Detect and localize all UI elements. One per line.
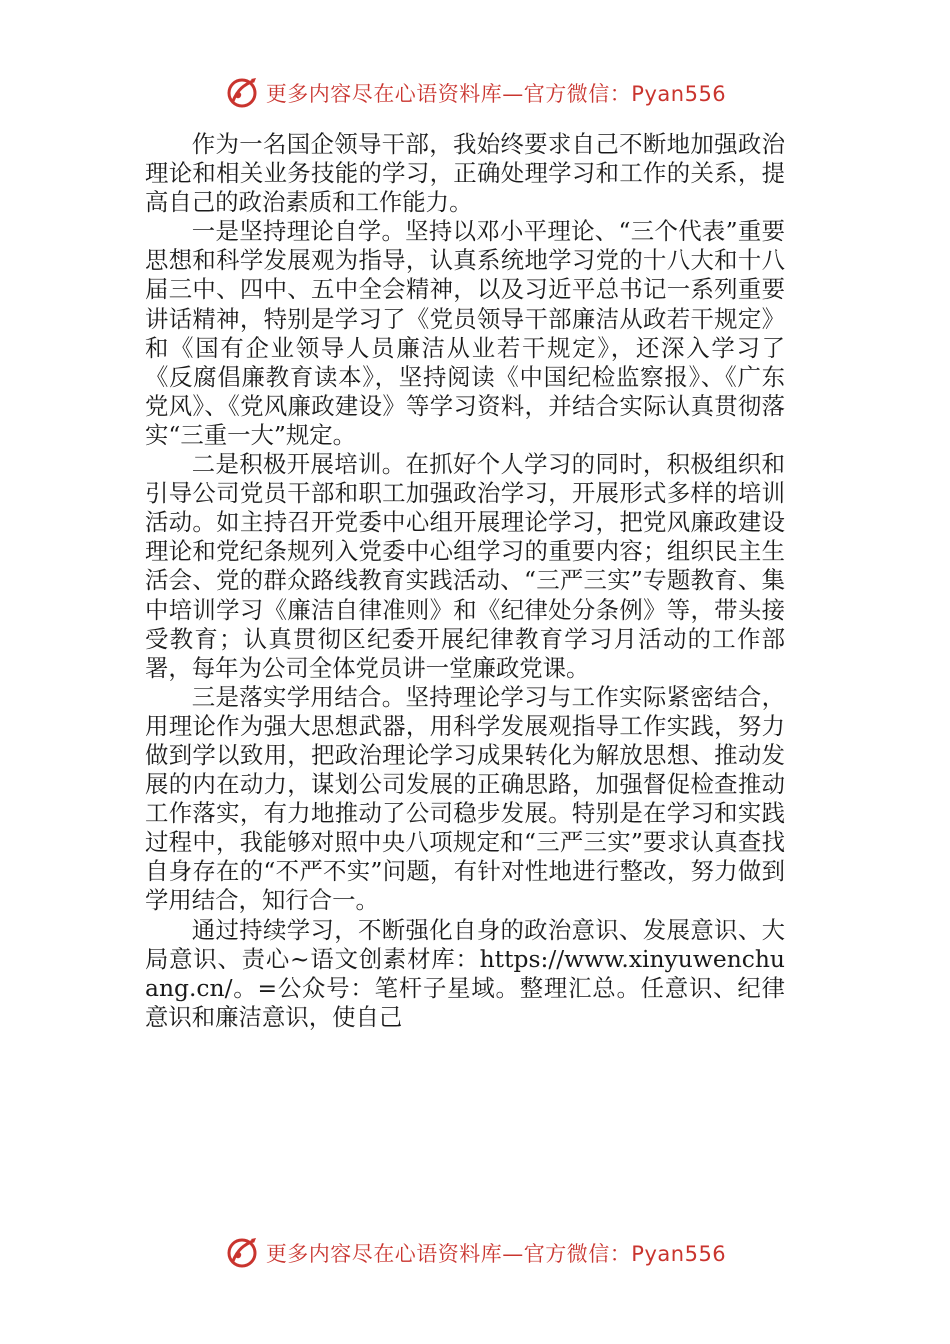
- header-banner-text: 更多内容尽在心语资料库—官方微信：Pyan556: [265, 82, 727, 106]
- footer-banner: [0, 1231, 950, 1275]
- paragraph-self-study: 一是坚持理论自学。坚持以邓小平理论、“三个代表”重要思想和科学发展观为指导，认真系统地学习党的十八大和十八届三中、四中、五中全会精神，以及习近平总书记一系列重要讲话精神，特别是学习了《党员领导干部廉洁从政若干规定》和《国有企业领导人员廉洁从业若干规定》，还深入学习了《反腐倡廉教育读本》，坚持阅读《中国纪检监察报》、《广东党风》、《党风廉政建设》等学习资料，并结合实际认真贯彻落实“三重一大”规定。: [145, 217, 785, 449]
- paragraph-application: 三是落实学用结合。坚持理论学习与工作实际紧密结合，用理论作为强大思想武器，用科学发展观指导工作实践，努力做到学以致用，把政治理论学习成果转化为解放思想、推动发展的内在动力，谋划公司发展的正确思路，加强督促检查推动工作落实，有力地推动了公司稳步发展。特别是在学习和实践过程中，我能够对照中央八项规定和“三严三实”要求认真查找自身存在的“不严不实”问题，有针对性地进行整改，努力做到学用结合，知行合一。: [145, 682, 785, 915]
- paragraph-conclusion: 通过持续学习，不断强化自身的政治意识、发展意识、大局意识、责心~语文创素材库：https://www.xinyuwenchuang.cn/。=公众号：笔杆子星域。整理汇总。任意识、纪律意识和廉洁意识，使自己: [145, 915, 785, 1031]
- footer-banner-text: 更多内容尽在心语资料库—官方微信：Pyan556: [265, 1242, 727, 1266]
- pen-swirl-logo-icon: [224, 75, 260, 111]
- pen-swirl-logo-icon: [224, 1235, 260, 1271]
- paragraph-training: 二是积极开展培训。在抓好个人学习的同时，积极组织和引导公司党员干部和职工加强政治学习，开展形式多样的培训活动。如主持召开党委中心组开展理论学习，把党风廉政建设理论和党纪条规列入党委中心组学习的重要内容；组织民主生活会、党的群众路线教育实践活动、“三严三实”专题教育、集中培训学习《廉洁自律准则》和《纪律处分条例》等，带头接受教育；认真贯彻区纪委开展纪律教育学习月活动的工作部署，每年为公司全体党员讲一堂廉政党课。: [145, 450, 785, 682]
- header-banner: [0, 71, 950, 115]
- paragraph-intro: 作为一名国企领导干部，我始终要求自己不断地加强政治理论和相关业务技能的学习，正确处理学习和工作的关系，提高自己的政治素质和工作能力。: [145, 130, 785, 217]
- document-body: [145, 130, 785, 1032]
